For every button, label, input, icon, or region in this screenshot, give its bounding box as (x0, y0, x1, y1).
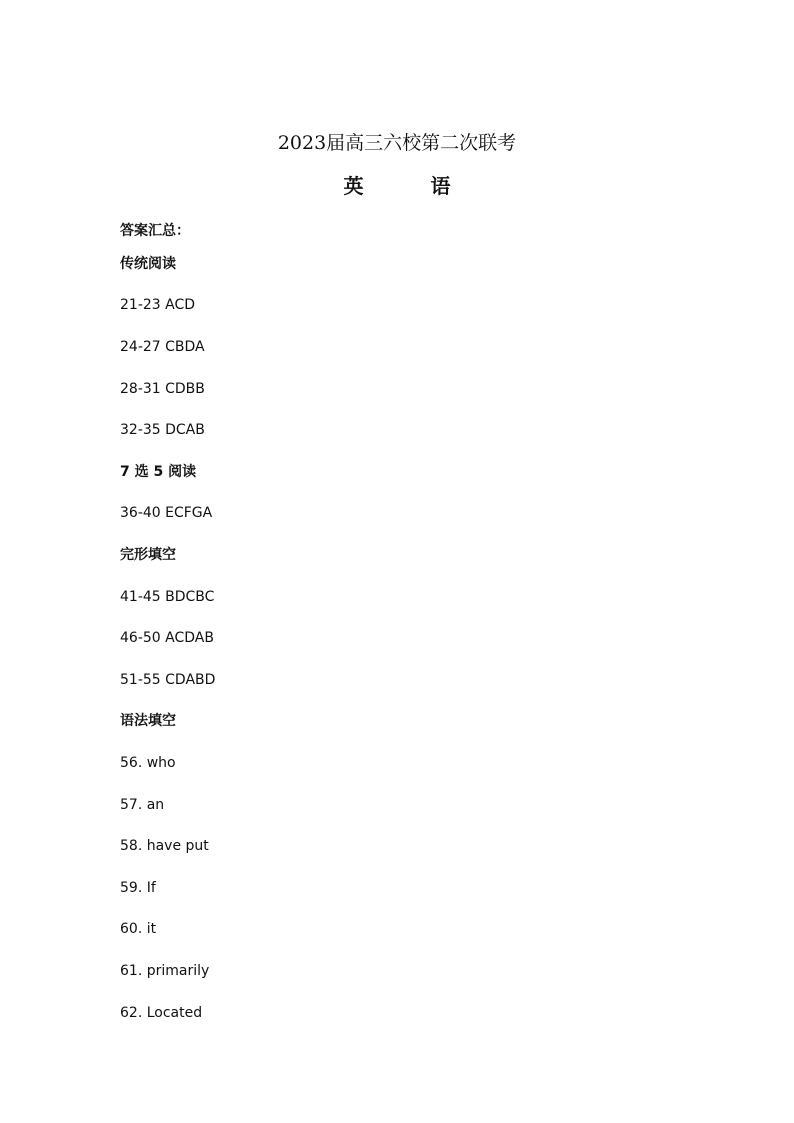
answer-line: 57. an (120, 797, 165, 813)
answer-line: 59. If (120, 880, 156, 896)
subject-title: 英 语 (343, 174, 481, 198)
summary-label: 答案汇总： (120, 223, 190, 239)
answer-line: 41-45 BDCBC (120, 589, 215, 605)
section-heading-seven-choose-five: 7 选 5 阅读 (120, 464, 197, 480)
answer-line: 24-27 CBDA (120, 339, 205, 355)
answer-line: 28-31 CDBB (120, 381, 205, 397)
answer-line: 58. have put (120, 838, 209, 854)
exam-title: 2023届高三六校第二次联考 (277, 132, 517, 154)
answer-line: 51-55 CDABD (120, 672, 216, 688)
answer-line: 61. primarily (120, 963, 210, 979)
section-heading-traditional-reading: 传统阅读 (120, 256, 176, 272)
section-heading-cloze: 完形填空 (120, 547, 176, 563)
answer-line: 62. Located (120, 1005, 203, 1021)
answer-line: 46-50 ACDAB (120, 630, 214, 646)
answer-line: 36-40 ECFGA (120, 505, 213, 521)
answer-line: 21-23 ACD (120, 297, 196, 313)
answer-line: 56. who (120, 755, 176, 771)
answer-line: 60. it (120, 921, 157, 937)
section-heading-grammar-fill: 语法填空 (120, 713, 176, 729)
answer-line: 32-35 DCAB (120, 422, 205, 438)
